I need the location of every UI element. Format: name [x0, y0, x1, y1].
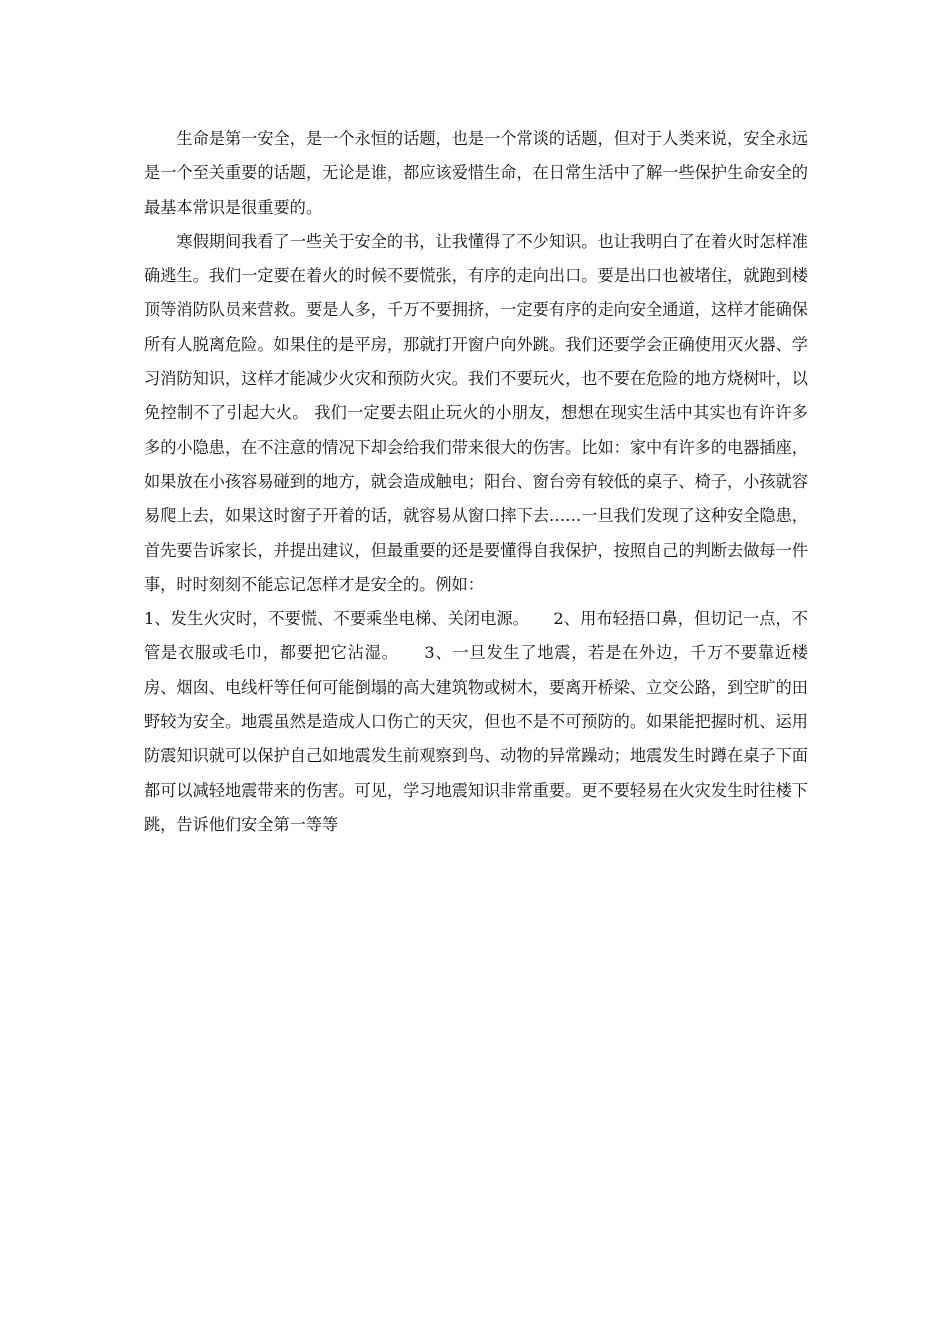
paragraph-intro: 生命是第一安全，是一个永恒的话题，也是一个常谈的话题，但对于人类来说，安全永远是一个至关重要的话题，无论是谁，都应该爱惜生命，在日常生活中了解一些保护生命安全的最基本常识是很重要的。 [144, 129, 808, 217]
document-page [144, 122, 808, 842]
paragraph-winter-reading: 寒假期间我看了一些关于安全的书，让我懂得了不少知识。也让我明白了在着火时怎样准确逃生。我们一定要在着火的时候不要慌张，有序的走向出口。要是出口也被堵住，就跑到楼顶等消防队员来营救。要是人多，千万不要拥挤，一定要有序的走向安全通道，这样才能确保所有人脱离危险。如果住的是平房，那就打开窗户向外跳。我们还要学会正确使用灭火器、学习消防知识，这样才能减少火灾和预防火灾。我们不要玩火，也不要在危险的地方烧树叶，以免控制不了引起大火。 我们一定要去阻止玩火的小朋友，想想在现实生活中其实也有许许多多的小隐患，在不注意的情况下却会给我们带来很大的伤害。比如：家中有许多的电器插座，如果放在小孩容易碰到的地方，就会造成触电；阳台、窗台旁有较低的桌子、椅子，小孩就容易爬上去，如果这时窗子开着的话，就容易从窗口摔下去……一旦我们发现了这种安全隐患，首先要告诉家长，并提出建议，但最重要的还是要懂得自我保护，按照自己的判断去做每一件事，时时刻刻不能忘记怎样才是安全的。例如： [144, 231, 808, 594]
paragraph-safety-tips: 1、发生火灾时，不要慌、不要乘坐电梯、关闭电源。 2、用布轻捂口鼻，但切记一点，不管是衣服或毛巾，都要把它沾湿。 3、一旦发生了地震，若是在外边，千万不要靠近楼房、烟囱、电线杆等任何可能倒塌的高大建筑物或树木，要离开桥梁、立交公路，到空旷的田野较为安全。地震虽然是造成人口伤亡的天灾，但也不是不可预防的。如果能把握时机、运用防震知识就可以保护自己如地震发生前观察到鸟、动物的异常躁动；地震发生时蹲在桌子下面都可以减轻地震带来的伤害。可见，学习地震知识非常重要。更不要轻易在火灾发生时往楼下跳，告诉他们安全第一等等 [144, 609, 808, 834]
